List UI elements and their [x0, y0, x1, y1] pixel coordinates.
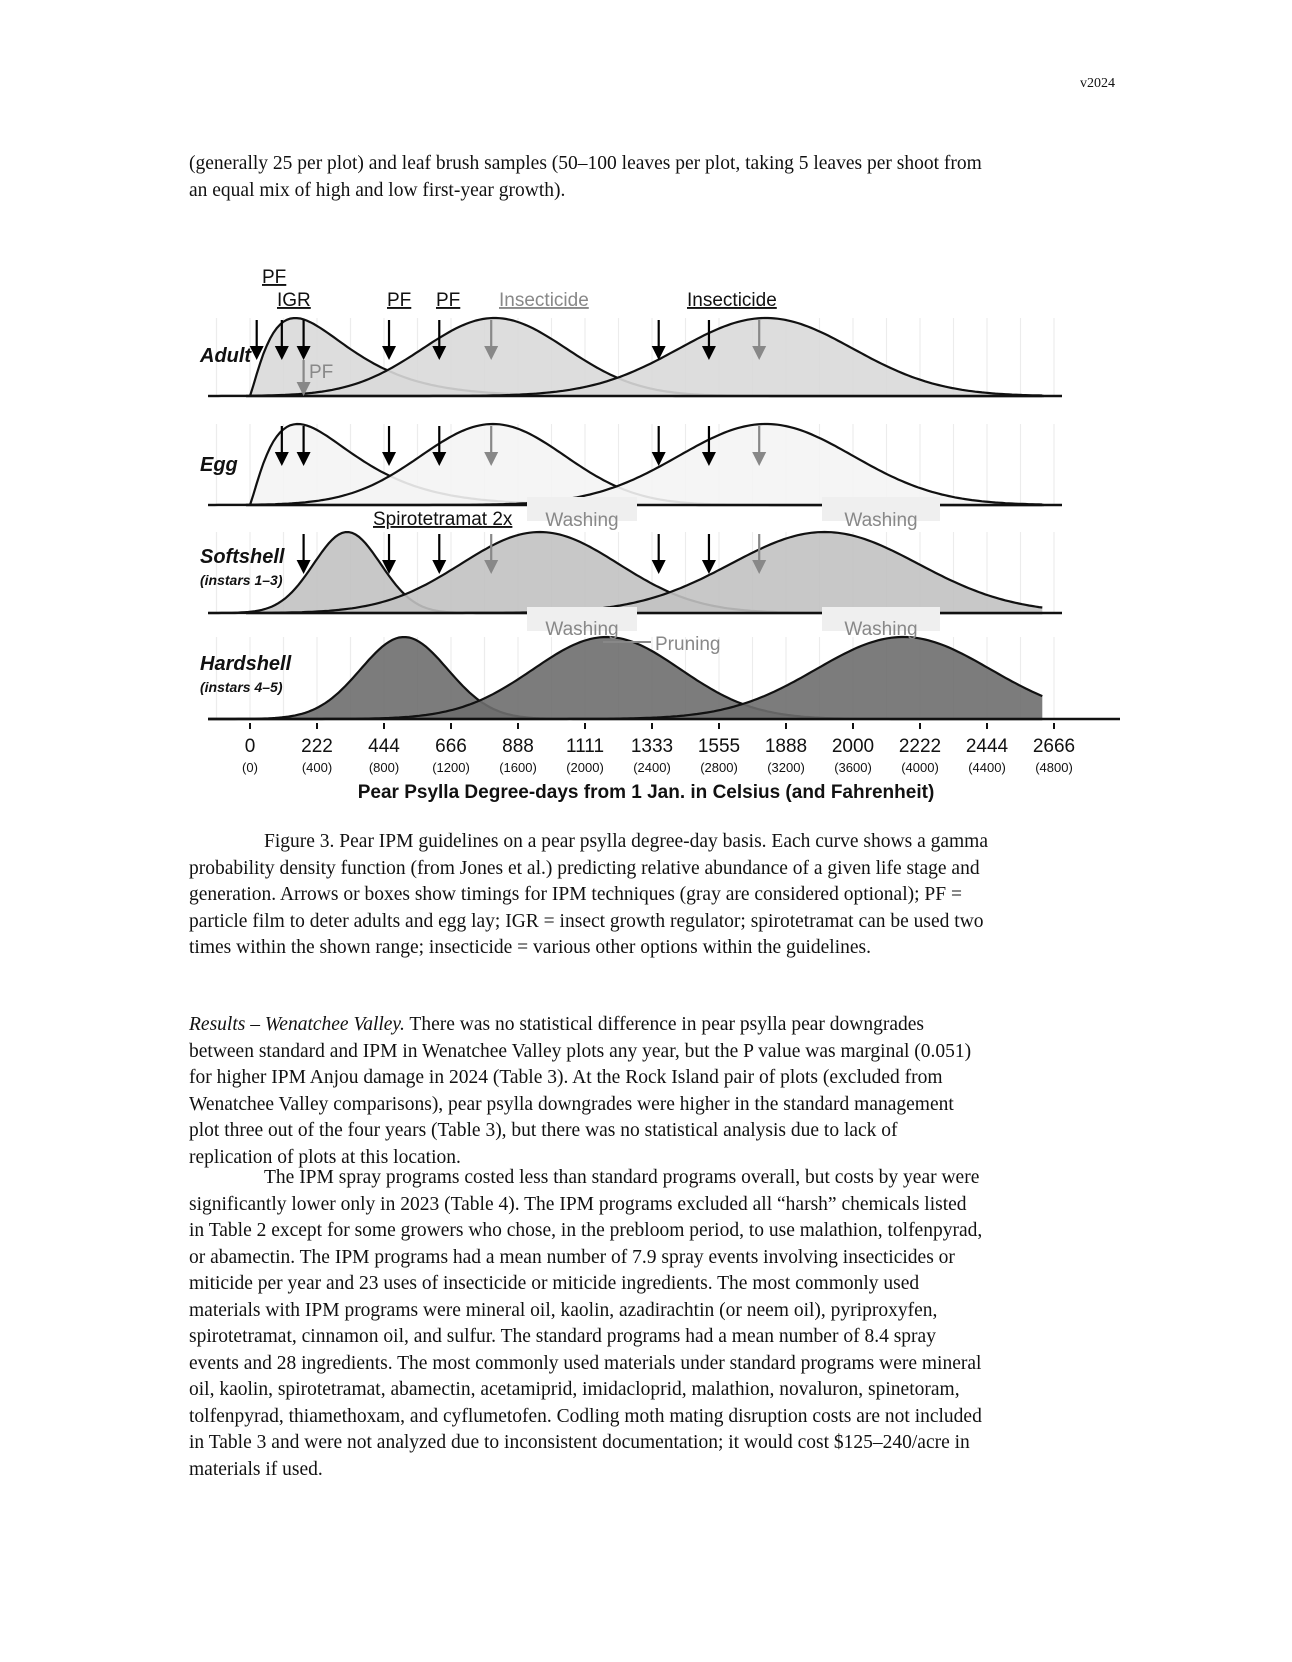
- annotation-spirotetramat: Spirotetramat 2x: [373, 509, 513, 530]
- x-tick-label-celsius: 2666: [1032, 736, 1076, 757]
- annotation-washing-soft-1: Washing: [545, 510, 619, 531]
- annotation-pruning: Pruning: [655, 634, 721, 655]
- x-tick-label-fahrenheit: (3200): [767, 760, 805, 775]
- costs-line: miticide per year and 23 uses of insecticide or miticide ingredients. The most commonly used: [189, 1273, 920, 1294]
- degree-day-chart: [0, 250, 1292, 810]
- costs-line: in Table 3 and were not analyzed due to inconsistent documentation; it would cost $125–240/acre in: [189, 1432, 970, 1453]
- caption-line: generation. Arrows or boxes show timings for IPM techniques (gray are considered optional); PF =: [189, 884, 962, 905]
- x-tick-label-celsius: 0: [244, 736, 256, 757]
- caption-line: probability density function (from Jones et al.) predicting relative abundance of a given life stage and: [189, 857, 980, 879]
- results-line: between standard and IPM in Wenatchee Valley plots any year, but the P value was marginal (0.051): [189, 1040, 972, 1062]
- costs-line: or abamectin. The IPM programs had a mean number of 7.9 spray events involving insecticides or: [189, 1246, 955, 1268]
- costs-line: spirotetramat, cinnamon oil, and sulfur. The standard programs had a mean number of 8.4 spray: [189, 1326, 936, 1347]
- annotation-pf-optional: PF: [309, 362, 334, 383]
- costs-line: materials with IPM programs were mineral oil, kaolin, azadirachtin (or neem oil), pyriproxyfen,: [189, 1299, 938, 1321]
- results-line: Wenatchee Valley comparisons), pear psylla downgrades were higher in the standard management: [189, 1093, 954, 1115]
- caption-line: times within the shown range; insecticide = various other options within the guidelines.: [189, 937, 872, 958]
- x-tick-label-celsius: 222: [301, 736, 333, 757]
- costs-line: materials if used.: [189, 1458, 323, 1480]
- x-tick-label-celsius: 1888: [764, 736, 808, 757]
- results-line: replication of plots at this location.: [189, 1146, 461, 1168]
- annotation-insecticide: Insecticide: [687, 290, 777, 311]
- x-tick-label-celsius: 2000: [831, 736, 875, 757]
- annotation-washing-hard-2: Washing: [844, 619, 918, 640]
- annotation-washing-soft-2: Washing: [844, 510, 918, 531]
- x-tick-label-fahrenheit: (4000): [901, 760, 939, 775]
- results-line: for higher IPM Anjou damage in 2024 (Table 3). At the Rock Island pair of plots (excluded from: [189, 1067, 943, 1088]
- intro-paragraph: [189, 151, 1149, 204]
- costs-line: in Table 2 except for some growers who chose, in the prebloom period, to use malathion, tolfenpyrad,: [189, 1220, 983, 1241]
- panel-subtitle-softshell: (instars 1–3): [200, 572, 283, 588]
- results-first-line-text: There was no statistical difference in pear psylla pear downgrades: [404, 1014, 924, 1035]
- annotation-igr: IGR: [277, 290, 311, 311]
- annotation-insecticide-optional: Insecticide: [499, 290, 589, 311]
- panel-label-adult: Adult: [200, 345, 252, 367]
- figure-caption: [189, 829, 1149, 962]
- x-tick-label-fahrenheit: (1200): [432, 760, 470, 775]
- annotation-pf-2: PF: [436, 290, 461, 311]
- panel-label-egg: Egg: [200, 454, 238, 476]
- x-tick-label-celsius: 666: [435, 736, 467, 757]
- results-heading: Results – Wenatchee Valley.: [189, 1014, 405, 1035]
- x-tick-label-fahrenheit: (1600): [499, 760, 537, 775]
- x-ticks: [242, 723, 1075, 775]
- x-tick-label-fahrenheit: (0): [242, 760, 258, 775]
- x-tick-label-celsius: 2444: [965, 736, 1009, 757]
- annotation-washing-hard-1: Washing: [545, 619, 619, 640]
- results-line: plot three out of the four years (Table 3), but there was no statistical analysis due to lack of: [189, 1120, 898, 1141]
- x-tick-label-fahrenheit: (2000): [566, 760, 604, 775]
- costs-line: oil, kaolin, spirotetramat, abamectin, acetamiprid, imidacloprid, malathion, novaluron, spinetoram,: [189, 1379, 960, 1400]
- x-tick-label-fahrenheit: (2400): [633, 760, 671, 775]
- x-axis-label: Pear Psylla Degree-days from 1 Jan. in Celsius (and Fahrenheit): [357, 782, 935, 803]
- costs-line: tolfenpyrad, thiamethoxam, and cyflumetofen. Codling moth mating disruption costs are not included: [189, 1405, 982, 1427]
- x-tick-label-fahrenheit: (2800): [700, 760, 738, 775]
- panel-label-hardshell: Hardshell: [200, 653, 292, 675]
- x-tick-label-celsius: 444: [368, 736, 400, 757]
- x-tick-label-fahrenheit: (4400): [968, 760, 1006, 775]
- costs-line: significantly lower only in 2023 (Table 4). The IPM programs excluded all “harsh” chemicals listed: [189, 1193, 967, 1215]
- annotation-pf-1: PF: [387, 290, 412, 311]
- annotation-pf-top: PF: [262, 267, 287, 288]
- costs-paragraph: [189, 1165, 1149, 1483]
- version-label: v2024: [1080, 76, 1115, 91]
- x-tick-label-celsius: 1111: [565, 736, 605, 757]
- caption-line: particle film to deter adults and egg lay; IGR = insect growth regulator; spirotetramat can be used two: [189, 910, 984, 932]
- caption-line: Figure 3. Pear IPM guidelines on a pear psylla degree-day basis. Each curve shows a gamma: [264, 831, 988, 852]
- x-tick-label-celsius: 1555: [697, 736, 741, 757]
- panel-subtitle-hardshell: (instars 4–5): [200, 679, 283, 695]
- text-line: an equal mix of high and low first-year growth).: [189, 179, 566, 201]
- costs-line: events and 28 ingredients. The most commonly used materials under standard programs were mineral: [189, 1352, 982, 1374]
- arrow-down-icon: [652, 560, 666, 574]
- arrow-down-icon: [432, 560, 446, 574]
- panel-label-softshell: Softshell: [200, 546, 285, 568]
- x-tick-label-celsius: 888: [502, 736, 534, 757]
- results-first-line: [189, 1012, 1149, 1039]
- costs-line: The IPM spray programs costed less than standard programs overall, but costs by year were: [264, 1167, 980, 1188]
- x-tick-label-fahrenheit: (400): [301, 760, 333, 775]
- x-tick-label-fahrenheit: (4800): [1035, 760, 1073, 775]
- x-tick-label-fahrenheit: (3600): [834, 760, 872, 775]
- text-line: (generally 25 per plot) and leaf brush samples (50–100 leaves per plot, taking 5 leaves per shoot from: [189, 153, 982, 174]
- results-paragraph: [189, 1012, 1149, 1171]
- x-tick-label-celsius: 1333: [630, 736, 674, 757]
- x-tick-label-celsius: 2222: [898, 736, 942, 757]
- x-tick-label-fahrenheit: (800): [368, 760, 400, 775]
